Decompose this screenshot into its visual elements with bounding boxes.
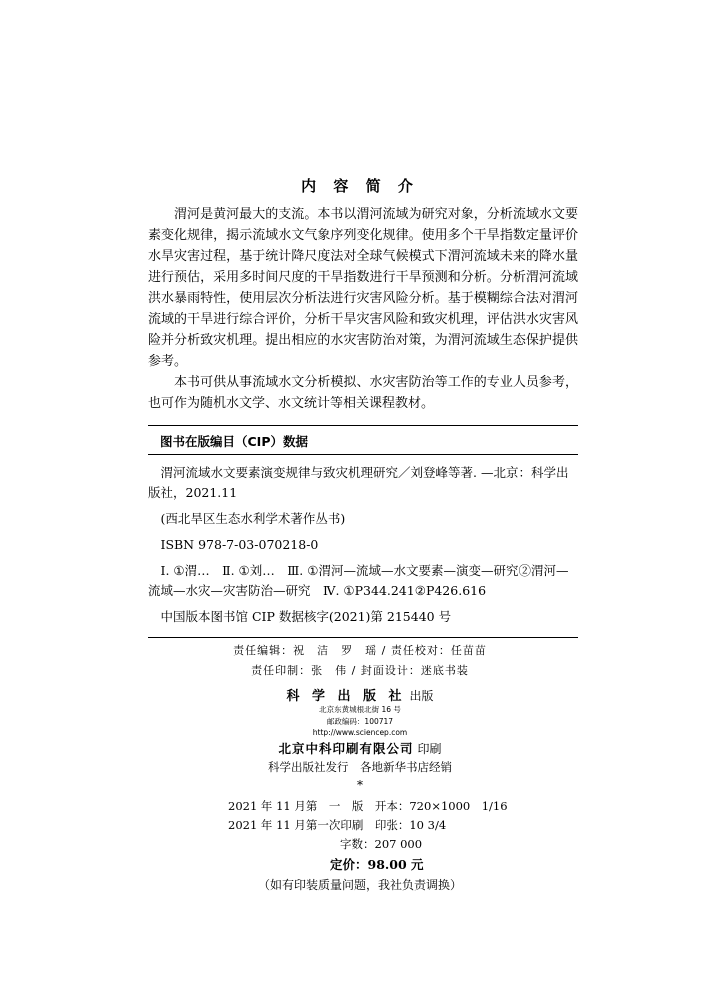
printer-suffix: 印刷 xyxy=(417,742,442,756)
cip-isbn: ISBN 978-7-03-070218-0 xyxy=(160,537,319,552)
printing-line: 2021 年 11 月第一次印刷 印张：10 3/4 xyxy=(228,818,447,832)
cip-library-record: 中国版本图书馆 CIP 数据核字(2021)第 215440 号 xyxy=(160,609,452,624)
price-label: 定价： xyxy=(330,857,368,872)
publisher-suffix: 出版 xyxy=(409,689,434,703)
publisher-logo: 科 学 出 版 社 xyxy=(286,689,406,704)
book-summary xyxy=(148,204,578,414)
cip-heading: 图书在版编目（CIP）数据 xyxy=(160,434,308,449)
publisher-postcode: 邮政编码：100717 xyxy=(326,717,394,726)
printer-logo: 北京中科印刷有限公司 xyxy=(278,741,414,756)
edition-line: 2021 年 11 月第 一 版 开本：720×1000 1/16 xyxy=(228,799,508,813)
price-value: 98.00 元 xyxy=(367,857,424,872)
cip-series: (西北旱区生态水利学术著作丛书) xyxy=(160,511,346,526)
cip-heading-rule xyxy=(148,454,578,455)
production-credits: 责任印制：张 伟 / 封面设计：迷底书装 xyxy=(251,664,469,677)
cip-bottom-rule xyxy=(148,637,578,638)
cip-classification: Ⅰ. ①渭… Ⅱ. ①刘… Ⅲ. ①渭河—流域—水文要素—演变—研究②渭河—流域—水灾—灾害防治—研究 Ⅳ. ①P344.241②P426.616 xyxy=(148,563,569,598)
publisher-line xyxy=(0,685,720,704)
price-line xyxy=(330,855,424,873)
cip-top-rule xyxy=(148,425,578,426)
publisher-address: 北京东黄城根北街 16 号 xyxy=(319,705,401,714)
word-count: 字数：207 000 xyxy=(340,837,423,851)
summary-paragraph: 渭河是黄河最大的支流。本书以渭河流域为研究对象，分析流域水文要素变化规律，揭示流域水文气象序列变化规律。使用多个干旱指数定量评价水旱灾害过程，基于统计降尺度法对全球气候模式下渭河流域未来的降水量进行预估，采用多时间尺度的干旱指数进行干旱预测和分析。分析渭河流域洪水暴雨特性，使用层次分析法进行灾害风险分析。基于模糊综合法对渭河流域的干旱进行综合评价，分析干旱灾害风险和致灾机理，评估洪水灾害风险并分析致灾机理。提出相应的水灾害防治对策，为渭河流域生态保护提供参考。 xyxy=(148,207,578,369)
distribution-line: 科学出版社发行 各地新华书店经销 xyxy=(268,760,452,774)
editor-credits: 责任编辑：祝 洁 罗 瑶 / 责任校对：任苗苗 xyxy=(233,644,487,657)
summary-paragraph: 本书可供从事流域水文分析模拟、水灾害防治等工作的专业人员参考，也可作为随机水文学、水文统计等相关课程教材。 xyxy=(148,375,578,411)
cip-record xyxy=(148,463,578,627)
cip-entry: 渭河流域水文要素演变规律与致灾机理研究／刘登峰等著. —北京：科学出版社，2021.11 xyxy=(148,465,569,500)
asterisk-mark: * xyxy=(357,778,363,792)
summary-heading: 内 容 简 介 xyxy=(301,177,419,195)
publisher-website: http://www.sciencep.com xyxy=(312,728,408,737)
printer-line xyxy=(0,738,720,757)
quality-notice: （如有印装质量问题，我社负责调换） xyxy=(257,878,462,892)
